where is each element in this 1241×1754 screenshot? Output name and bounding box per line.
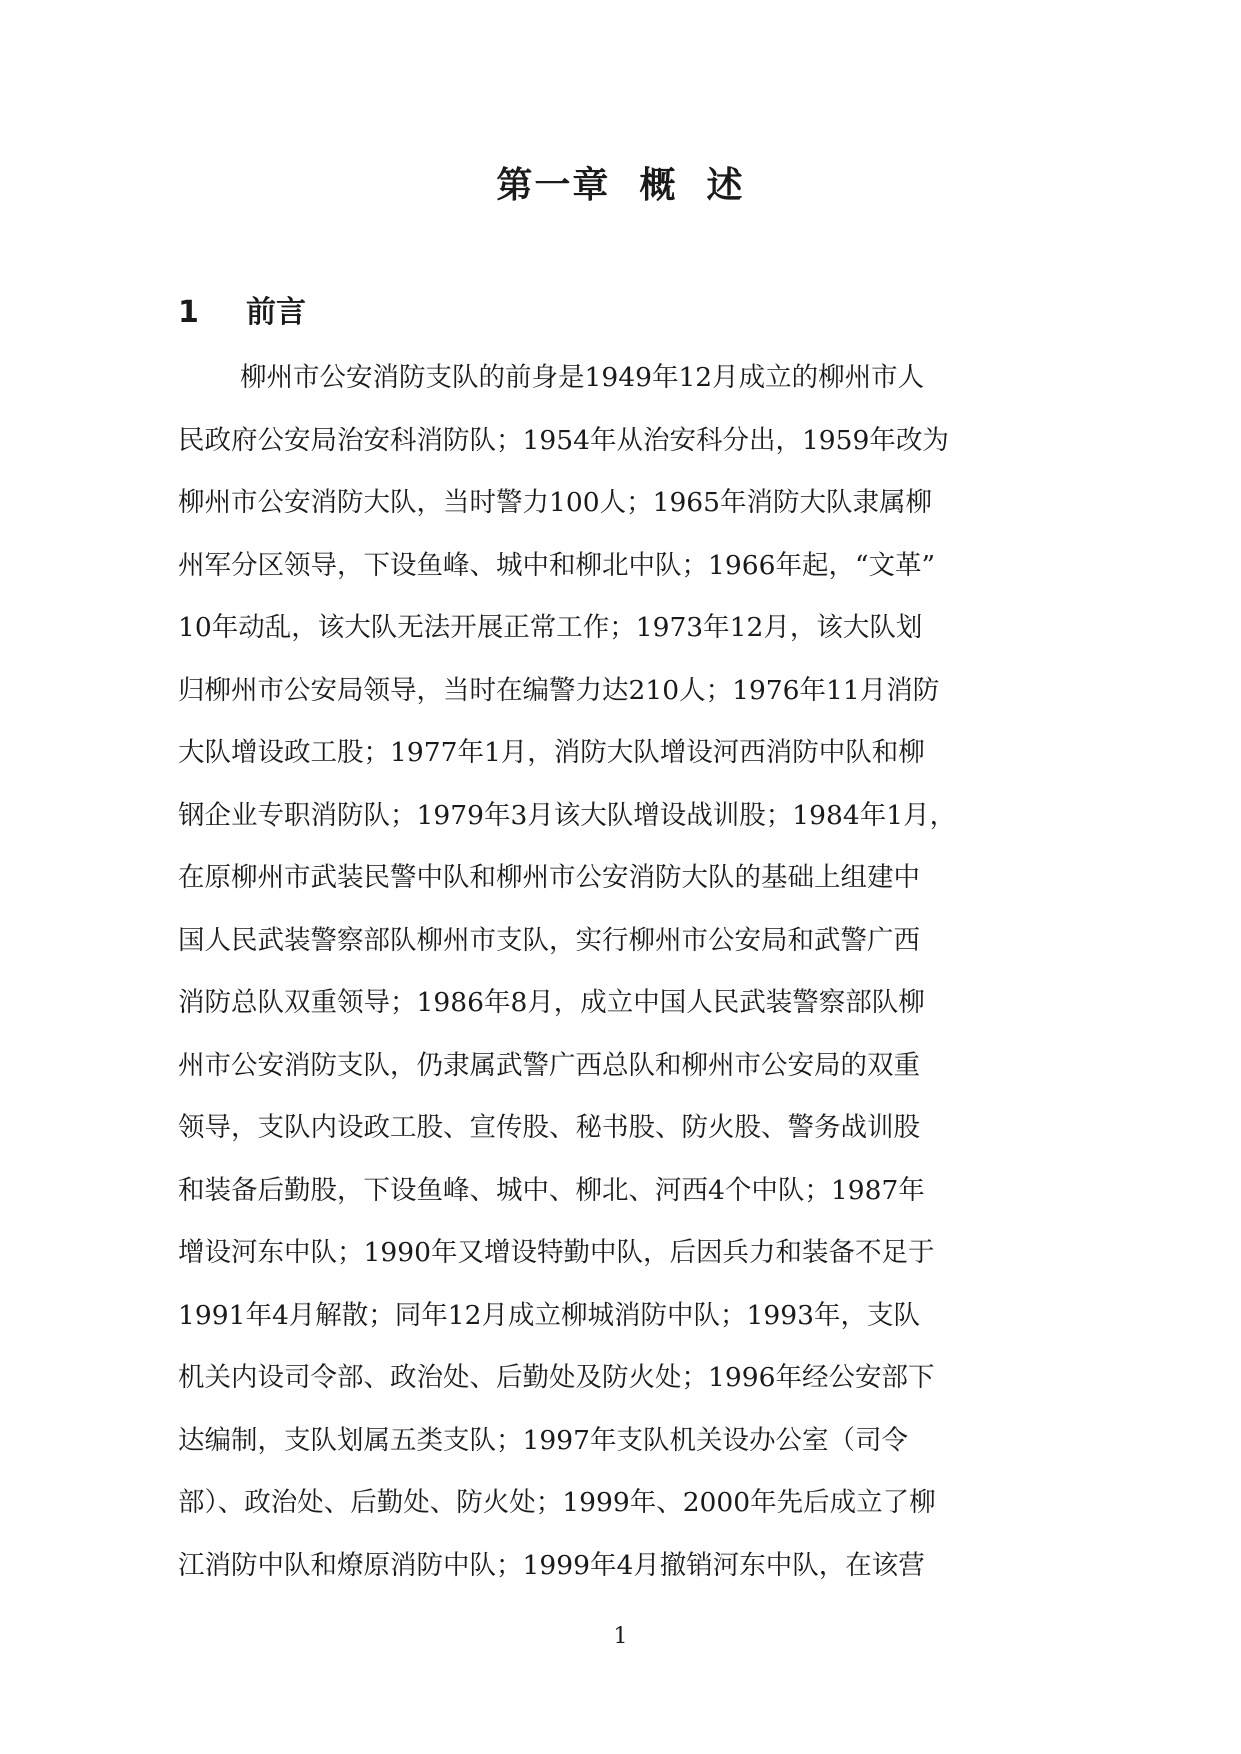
- body-line: 江消防中队和燎原消防中队；1999年4月撤销河东中队，在该营: [178, 1549, 925, 1581]
- body-line: 民政府公安局治安科消防队；1954年从治安科分出，1959年改为: [178, 424, 949, 456]
- section-title: 前言: [246, 295, 306, 330]
- body-line: 国人民武装警察部队柳州市支队，实行柳州市公安局和武警广西: [178, 924, 920, 956]
- section-number: 1: [178, 295, 199, 330]
- body-line: 大队增设政工股；1977年1月，消防大队增设河西消防中队和柳: [178, 737, 925, 768]
- body-line: 机关内设司令部、政治处、后勤处及防火处；1996年经公安部下: [178, 1362, 935, 1393]
- body-line: 增设河东中队；1990年又增设特勤中队，后因兵力和装备不足于: [178, 1237, 935, 1268]
- chapter-title: 第一章 概 述: [496, 165, 745, 206]
- section-heading: [178, 289, 306, 337]
- body-line: 10年动乱，该大队无法开展正常工作；1973年12月，该大队划: [178, 612, 923, 643]
- body-text: [178, 358, 1058, 1608]
- body-line: 领导，支队内设政工股、宣传股、秘书股、防火股、警务战训股: [178, 1112, 920, 1143]
- body-line: 1991年4月解散；同年12月成立柳城消防中队；1993年，支队: [178, 1299, 920, 1331]
- body-line: 和装备后勤股，下设鱼峰、城中、柳北、河西4个中队；1987年: [178, 1174, 925, 1206]
- body-line: 柳州市公安消防大队，当时警力100人；1965年消防大队隶属柳: [178, 487, 933, 518]
- page-number: 1: [613, 1624, 628, 1649]
- body-line: 州军分区领导，下设鱼峰、城中和柳北中队；1966年起，“文革”: [178, 549, 936, 581]
- body-line: 归柳州市公安局领导，当时在编警力达210人；1976年11月消防: [178, 674, 940, 706]
- body-line: 柳州市公安消防支队的前身是1949年12月成立的柳州市人: [240, 362, 925, 393]
- body-line: 州市公安消防支队，仍隶属武警广西总队和柳州市公安局的双重: [178, 1049, 920, 1081]
- body-line: 达编制，支队划属五类支队；1997年支队机关设办公室（司令: [178, 1424, 908, 1456]
- body-line: 钢企业专职消防队；1979年3月该大队增设战训股；1984年1月，: [178, 799, 957, 831]
- body-line: 在原柳州市武装民警中队和柳州市公安消防大队的基础上组建中: [178, 862, 920, 893]
- body-line: 消防总队双重领导；1986年8月，成立中国人民武装警察部队柳: [178, 987, 925, 1018]
- body-line: 部）、政治处、后勤处、防火处；1999年、2000年先后成立了柳: [178, 1487, 936, 1518]
